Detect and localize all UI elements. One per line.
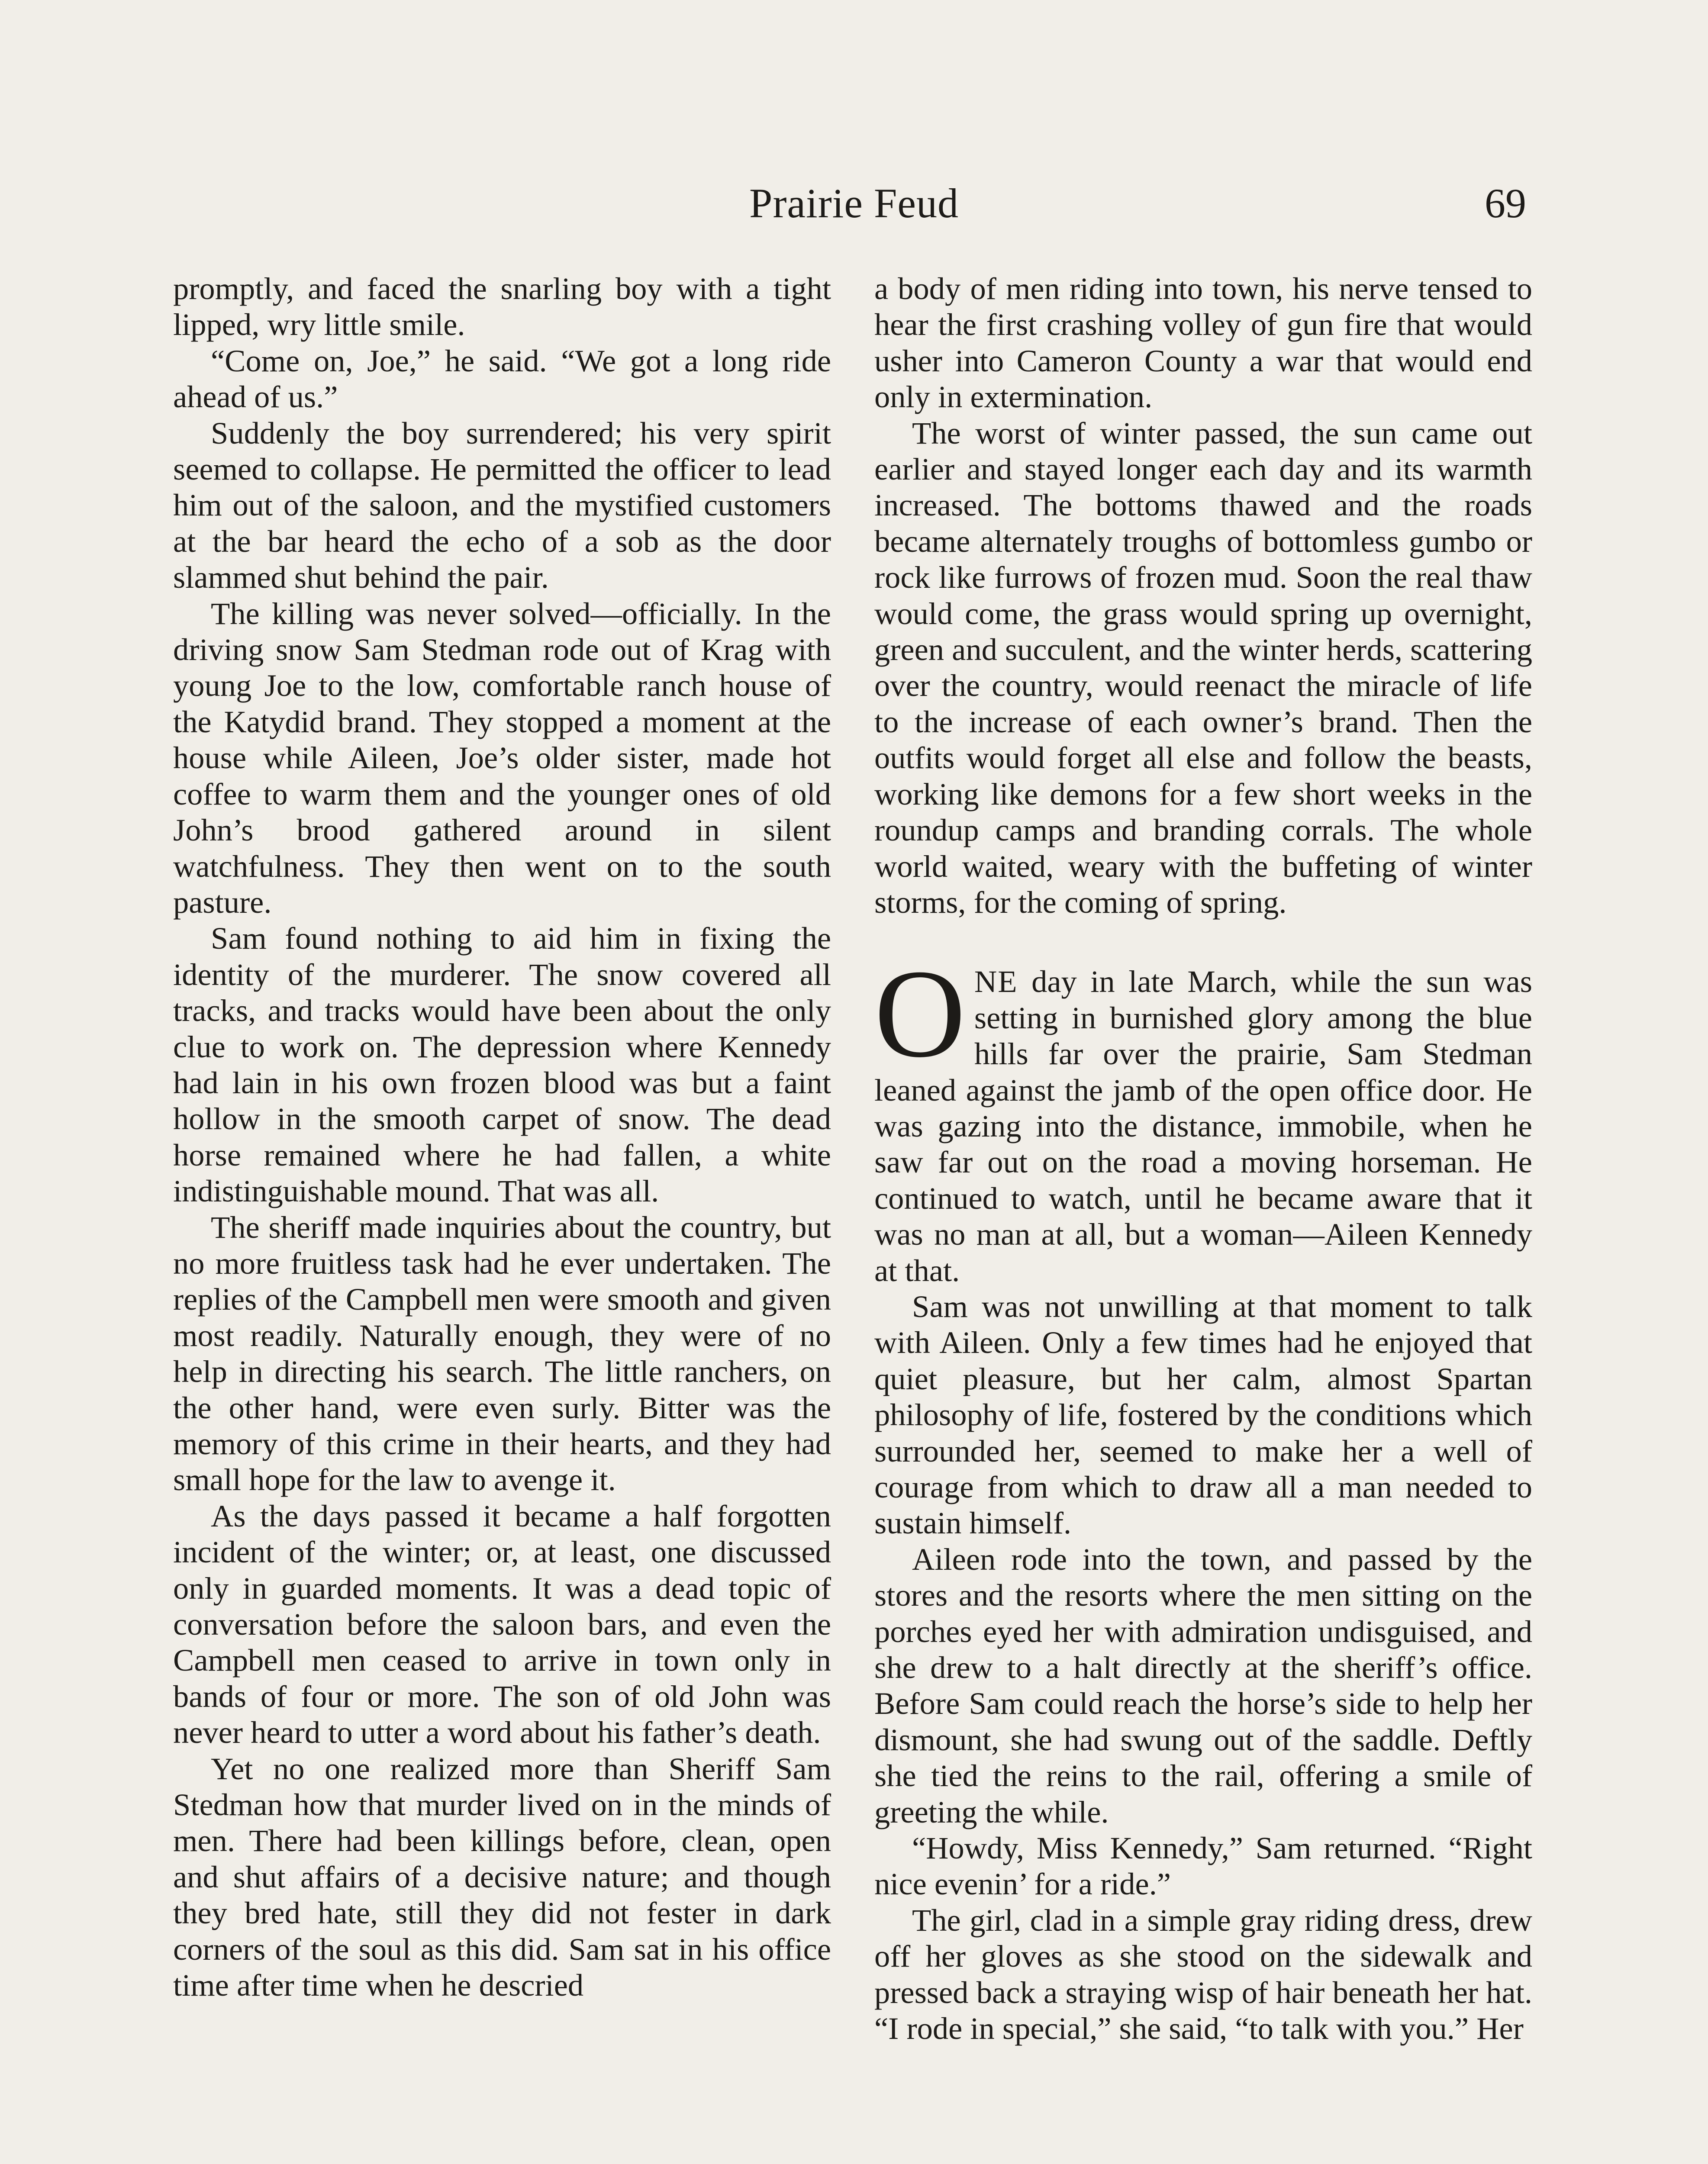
opening-text: day in late March, while the sun was setting in burnished glory among the blue hills far over the prairie, Sam Stedman leaned against the jamb of the open office door. He was gazing into the distance, immobile, when he saw far out on the road a moving horseman. He continued to watch, until he became aware that it was no man at all, but a woman—Aileen Kennedy at that. — [874, 964, 1532, 1288]
paragraph: Aileen rode into the town, and passed by the stores and the resorts where the men sitting on the porches eyed her with admiration undisguised, and she drew to a halt directly at the sheriff’s office. Before Sam could reach the horse’s side to help her dismount, she had swung out of the saddle. Deftly she tied the reins to the rail, offering a smile of greeting the while. — [874, 1541, 1532, 1829]
opening-small-caps: NE — [974, 964, 1018, 999]
paragraph: Suddenly the boy surrendered; his very spirit seemed to collapse. He permitted the officer to lead him out of the saloon, and the mystified customers at the bar heard the echo of a sob as the door slammed shut behind the pair. — [173, 415, 831, 595]
paragraph: The girl, clad in a simple gray riding dress, drew off her gloves as she stood on the sidewalk and pressed back a straying wisp of hair beneath her hat. “I rode in special,” she said, “to talk with you.” Her — [874, 1902, 1532, 2046]
paragraph: Sam found nothing to aid him in fixing the identity of the murderer. The snow covered all tracks, and tracks would have been about the only clue to work on. The depression where Kennedy had lain in his own frozen blood was but a faint hollow in the smooth carpet of snow. The dead horse remained where he had fallen, a white indistinguishable mound. That was all. — [173, 921, 831, 1209]
right-column — [874, 270, 1532, 2047]
paragraph: “Come on, Joe,” he said. “We got a long ride ahead of us.” — [173, 343, 831, 415]
paragraph: Sam was not unwilling at that moment to talk with Aileen. Only a few times had he enjoyed that quiet pleasure, but her calm, almost Spartan philosophy of life, fostered by the conditions which surrounded her, seemed to make her a well of courage from which to draw all a man needed to sustain himself. — [874, 1288, 1532, 1541]
running-head — [0, 173, 1708, 234]
paragraph: “Howdy, Miss Kennedy,” Sam returned. “Right nice evenin’ for a ride.” — [874, 1830, 1532, 1902]
paragraph: promptly, and faced the snarling boy with a tight lipped, wry little smile. — [173, 271, 831, 342]
paragraph: As the days passed it became a half forgotten incident of the winter; or, at least, one discussed only in guarded moments. It was a dead topic of conversation before the saloon bars, and even the Campbell men ceased to arrive in town only in bands of four or more. The son of old John was never heard to utter a word about his father’s death. — [173, 1498, 831, 1750]
paragraph: Yet no one realized more than Sheriff Sam Stedman how that murder lived on in the minds of men. There had been killings before, clean, open and shut affairs of a decisive nature; and though they bred hate, still they did not fester in dark corners of the soul as this did. Sam sat in his office time after time when he descried — [173, 1751, 831, 2003]
paragraph: The worst of winter passed, the sun came out earlier and stayed longer each day and its warmth increased. The bottoms thawed and the roads became alternately troughs of bottomless gumbo or rock like furrows of frozen mud. Soon the real thaw would come, the grass would spring up overnight, green and succulent, and the winter herds, scattering over the country, would reenact the miracle of life to the increase of each owner’s brand. Then the outfits would forget all else and follow the beasts, working like demons for a few short weeks in the roundup camps and branding corrals. The whole world waited, weary with the buffeting of winter storms, for the coming of spring. — [874, 415, 1532, 920]
page-number: 69 — [1485, 180, 1526, 226]
paragraph: The killing was never solved—officially. In the driving snow Sam Stedman rode out of Krag with young Joe to the low, comfortable ranch house of the Katydid brand. They stopped a moment at the house while Aileen, Joe’s older sister, made hot coffee to warm them and the younger ones of old John’s brood gathered around in silent watchfulness. They then went on to the south pasture. — [173, 596, 831, 920]
drop-cap: O — [874, 944, 966, 1084]
left-column — [173, 270, 831, 2003]
paragraph: The sheriff made inquiries about the country, but no more fruitless task had he ever undertaken. The replies of the Campbell men were smooth and given most readily. Naturally enough, they were of no help in directing his search. The little ranchers, on the other hand, were even surly. Bitter was the memory of this crime in their hearts, and they had small hope for the law to avenge it. — [173, 1209, 831, 1497]
running-title: Prairie Feud — [749, 180, 959, 226]
paragraph: a body of men riding into town, his nerve tensed to hear the first crashing volley of gun fire that would usher into Cameron County a war that would end only in extermination. — [874, 271, 1532, 415]
section-opening-paragraph — [874, 944, 1532, 1288]
